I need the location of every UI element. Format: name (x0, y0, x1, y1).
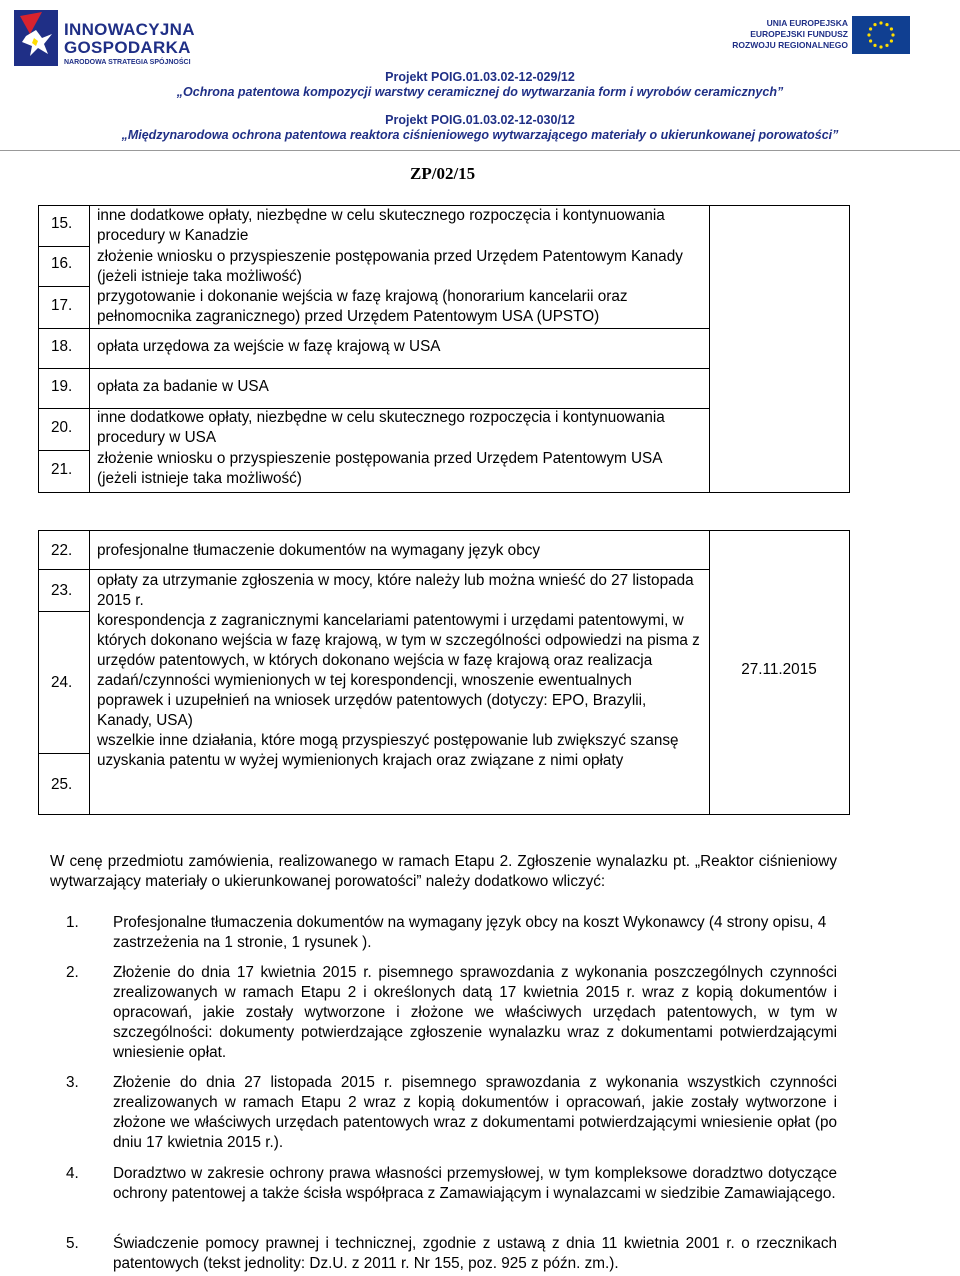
row-number: 20. (51, 419, 73, 436)
eu-logo (732, 16, 910, 56)
row-number: 23. (51, 582, 73, 599)
header-divider (0, 150, 960, 151)
cost-table-1 (38, 205, 850, 493)
row-divider (39, 450, 89, 451)
list-item-number: 2. (66, 964, 79, 981)
eu-flag-icon (852, 16, 910, 54)
row-text: korespondencja z zagranicznymi kancelariami patentowymi i urzędami patentowymi, w których dokonano wejścia w fazę krajową, w tym w szczególności odpowiedzi na pisma z urzędów patentowych, w których dokonano wejścia w fazę krajową oraz realizacja zadań/czynności wymienionych w tej korespondencji, wnoszenie ewentualnych poprawek i uzupełnień na wniosek urzędów patentowych (dotyczy: EPO, Brazylii, Kanady, USA) (97, 612, 700, 729)
project2-title: „Międzynarodowa ochrona patentowa reaktora ciśnieniowego wytwarzającego materiały o ukierunkowanej porowatości” (121, 128, 839, 142)
intro-paragraph: W cenę przedmiotu zamówienia, realizowanego w ramach Etapu 2. Zgłoszenie wynalazku pt. „Reaktor ciśnieniowy wytwarzający materiały o ukierunkowanej porowatości” należy dodatkowo wliczyć: (50, 853, 837, 890)
eu-line1: UNIA EUROPEJSKA (766, 18, 848, 28)
col-divider (709, 206, 710, 492)
row-number: 24. (51, 674, 73, 691)
row-text: profesjonalne tłumaczenie dokumentów na wymagany język obcy (97, 542, 540, 559)
eu-line2: EUROPEJSKI FUNDUSZ (750, 29, 848, 39)
row-text: opłata urzędowa za wejście w fazę krajową w USA (97, 338, 441, 355)
cost-table-2 (38, 530, 850, 815)
innowacyjna-gospodarka-logo (12, 8, 212, 68)
rows-15-17-text (97, 206, 702, 328)
row-text: inne dodatkowe opłaty, niezbędne w celu skutecznego rozpoczęcia i kontynuowania procedury w Kanadzie (97, 207, 665, 245)
row-divider (39, 328, 709, 329)
rows-23-25-text (97, 571, 702, 771)
eu-line3: ROZWOJU REGIONALNEGO (732, 40, 848, 50)
row-text: inne dodatkowe opłaty, niezbędne w celu skutecznego rozpoczęcia i kontynuowania procedury w USA (97, 409, 665, 447)
row-text: opłaty za utrzymanie zgłoszenia w mocy, które należy lub można wnieść do 27 listopada 2015 r. (97, 572, 694, 609)
deadline-date: 27.11.2015 (741, 661, 817, 678)
reference-number: ZP/02/15 (410, 164, 476, 183)
row-divider (39, 753, 89, 754)
row-number: 19. (51, 378, 73, 395)
row-divider (39, 611, 89, 612)
row-text: złożenie wniosku o przyspieszenie postępowania przed Urzędem Patentowym USA (jeżeli istnieje taka możliwość) (97, 449, 662, 487)
list-item-text: Doradztwo w zakresie ochrony prawa własności przemysłowej, w tym kompleksowe doradztwo dotyczące ochrony patentowej a także ścisła współpraca z Zamawiającym i wynalazcami w siedzibie Zamawiającego. (113, 1165, 837, 1202)
logo-line1: INNOWACYJNA (64, 20, 195, 39)
row-number: 18. (51, 338, 73, 355)
row-number: 16. (51, 255, 73, 272)
list-item-number: 5. (66, 1235, 79, 1252)
row-divider (39, 286, 89, 287)
row-divider (39, 368, 709, 369)
project1-id: Projekt POIG.01.03.02-12-029/12 (385, 70, 575, 84)
row-divider (39, 569, 709, 570)
star-flag-icon (12, 8, 62, 68)
logo-line3: NARODOWA STRATEGIA SPÓJNOŚCI (64, 59, 191, 66)
list-item-number: 1. (66, 914, 79, 931)
row-text: przygotowanie i dokonanie wejścia w fazę krajową (honorarium kancelarii oraz pełnomocnika zagranicznego) przed Urzędem Patentowym USA (UPSTO) (97, 288, 628, 326)
col-divider (89, 206, 90, 492)
rows-20-21-text (97, 408, 702, 489)
list-item-text: Złożenie do dnia 27 listopada 2015 r. pisemnego sprawozdania z wykonania wszystkich czynności zrealizowanych w ramach Etapu 2 wraz z kopią dokumentów i opracowań, jakie zostały wytworzone i złożone we właściwych urzędach patentowych wraz z dokumentami potwierdzającymi wniesienie opłat (po dniu 17 kwietnia 2015 r.). (113, 1074, 837, 1151)
list-item-number: 4. (66, 1165, 79, 1182)
row-number: 22. (51, 542, 73, 559)
row-number: 25. (51, 776, 73, 793)
logo-line2: GOSPODARKA (64, 38, 191, 57)
list-item-text: Profesjonalne tłumaczenia dokumentów na wymagany język obcy na koszt Wykonawcy (4 strony opisu, 4 zastrzeżenia na 1 stronie, 1 rysunek ). (113, 914, 827, 951)
row-number: 15. (51, 215, 73, 232)
row-text: opłata za badanie w USA (97, 378, 269, 395)
row-text: złożenie wniosku o przyspieszenie postępowania przed Urzędem Patentowym Kanady (jeżeli istnieje taka możliwość) (97, 247, 683, 285)
row-number: 21. (51, 461, 73, 478)
project1-title: „Ochrona patentowa kompozycji warstwy ceramicznej do wytwarzania form i wyrobów ceramicznych” (176, 85, 784, 99)
list-item-text: Złożenie do dnia 17 kwietnia 2015 r. pisemnego sprawozdania z wykonania poszczególnych czynności zrealizowanych w ramach Etapu 2 i określonych datą 17 kwietnia 2015 r. wraz z kopią dokumentów i opracowań, jakie zostały wytworzone i złożone we właściwych urzędach patentowych, w tym w szczególności: dokumenty potwierdzające zgłoszenie wynalazku wraz z dokumentami potwierdzającymi wniesienie opłat. (113, 964, 837, 1061)
list-item-text: Świadczenie pomocy prawnej i technicznej, zgodnie z ustawą z dnia 11 kwietnia 2001 r. o rzecznikach patentowych (tekst jednolity: Dz.U. z 2011 r. Nr 155, poz. 925 z późn. zm.). (113, 1235, 837, 1272)
list-item-number: 3. (66, 1074, 79, 1091)
row-text: wszelkie inne działania, które mogą przyspieszyć postępowanie lub zwiększyć szansę uzyskania patentu w wyżej wymienionych krajach oraz związane z nimi opłaty (97, 732, 679, 769)
project2-id: Projekt POIG.01.03.02-12-030/12 (385, 113, 575, 127)
col-divider (89, 531, 90, 814)
row-number: 17. (51, 297, 73, 314)
row-divider (39, 246, 89, 247)
